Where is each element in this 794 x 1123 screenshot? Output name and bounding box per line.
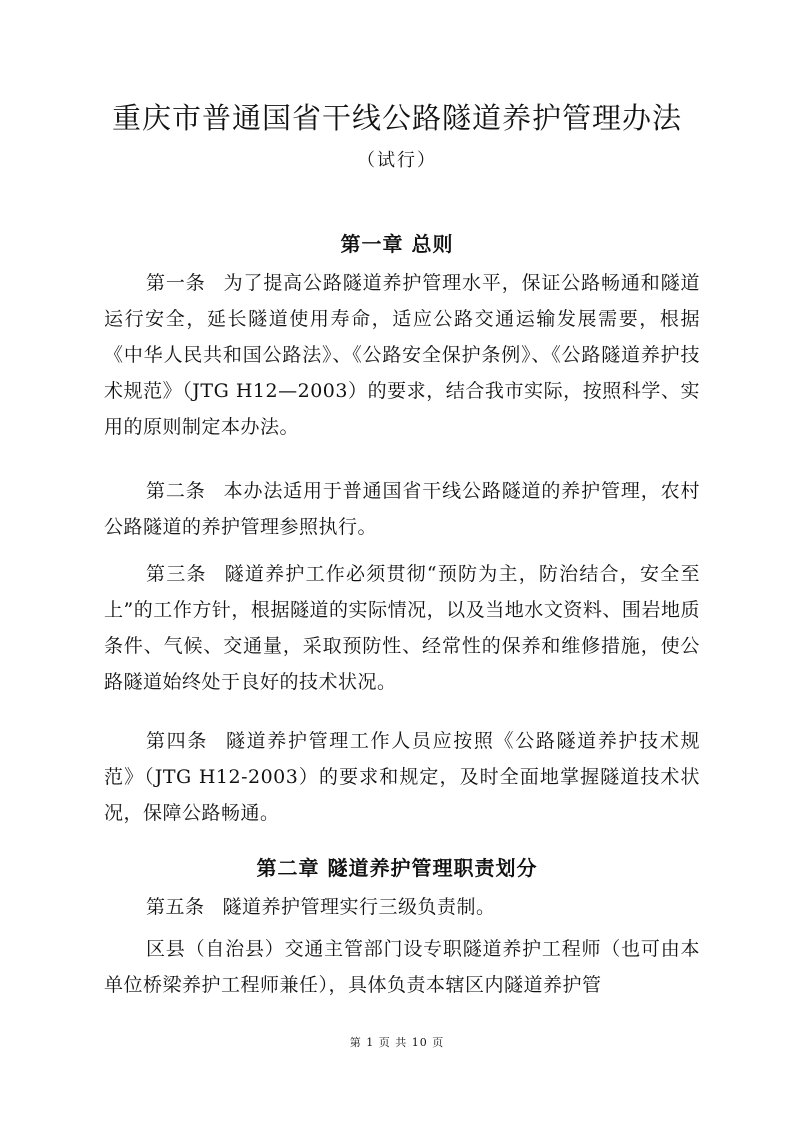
article-text: 隧道养护管理工作人员应按照《公路隧道养护技术规范》（JTG H12-2003）的要求和规定，及时全面地掌握隧道技术状况，保障公路畅通。 xyxy=(104,730,700,824)
document-subtitle: （试行） xyxy=(357,150,437,171)
article-text: 本办法适用于普通国省干线公路隧道的养护管理，农村公路隧道的养护管理参照执行。 xyxy=(104,480,700,538)
article-number: 第三条 xyxy=(146,563,207,585)
article-number: 第一条 xyxy=(146,272,206,294)
page-footer: 第 1 页 共 10 页 xyxy=(349,1036,445,1049)
article-number: 第五条 xyxy=(146,896,205,918)
article-paragraph xyxy=(104,473,700,545)
article-number: 第四条 xyxy=(146,730,208,752)
body-paragraph: 区县（自治县）交通主管部门设专职隧道养护工程师（也可由本单位桥梁养护工程师兼任），具体负责本辖区内隧道养护管 xyxy=(104,938,700,996)
article-paragraph xyxy=(104,556,700,700)
article-text: 隧道养护工作必须贯彻“预防为主，防治结合，安全至上”的工作方针，根据隧道的实际情况，以及当地水文资料、围岩地质条件、气候、交通量，采取预防性、经常性的保养和维修措施，使公路隧道始终处于良好的技术状况。 xyxy=(104,563,700,693)
article-text: 为了提高公路隧道养护管理水平，保证公路畅通和隧道运行安全，延长隧道使用寿命，适应公路交通运输发展需要，根据《中华人民共和国公路法》、《公路安全保护条例》、《公路隧道养护技术规范》（JTG H12—2003）的要求，结合我市实际，按照科学、实用的原则制定本办法。 xyxy=(104,272,700,438)
article-text: 隧道养护管理实行三级负责制。 xyxy=(222,896,496,918)
document-title: 重庆市普通国省干线公路隧道养护管理办法 xyxy=(111,101,682,135)
article-paragraph xyxy=(104,265,700,445)
article-number: 第二条 xyxy=(146,480,206,502)
chapter-heading: 第一章 总则 xyxy=(340,232,454,256)
article-paragraph xyxy=(104,889,700,925)
article-paragraph xyxy=(104,723,700,831)
chapter-heading: 第二章 隧道养护管理职责划分 xyxy=(256,856,538,880)
